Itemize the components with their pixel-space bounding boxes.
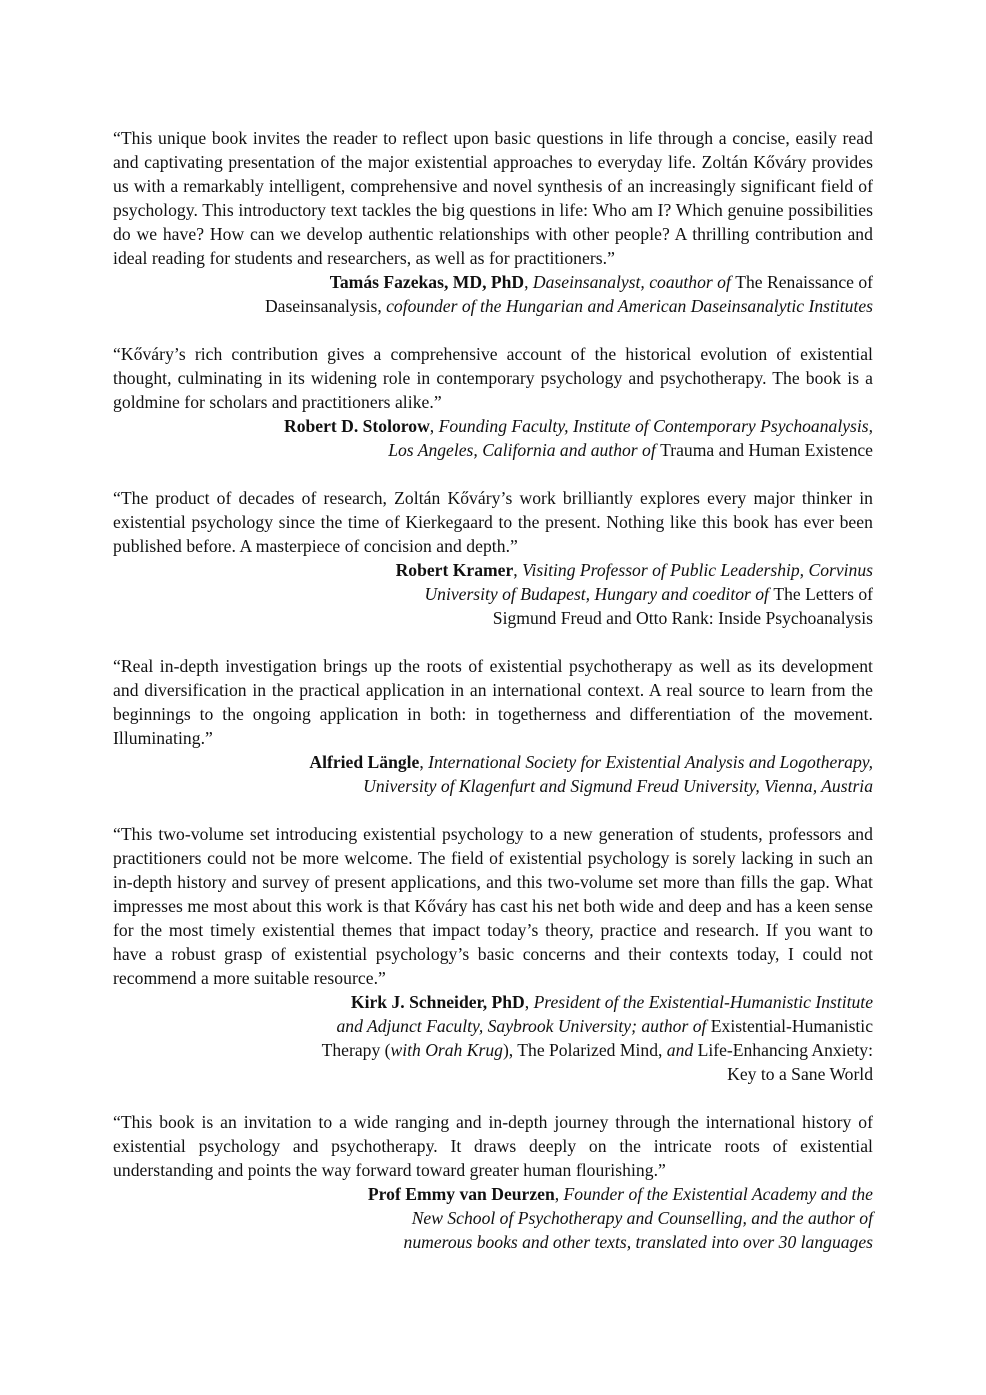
endorser-name: Robert Kramer: [395, 560, 514, 580]
endorser-credential-italic: International Society for Existential Analysis and Logotherapy,: [428, 752, 873, 772]
endorsement-attribution: [113, 414, 873, 462]
endorser-credential-text: ,: [429, 416, 439, 436]
endorser-credential-italic: Los Angeles, California and author of: [388, 440, 661, 460]
endorsement: [113, 654, 873, 798]
attribution-line: [113, 438, 873, 462]
endorsement-quote: “Kőváry’s rich contribution gives a comprehensive account of the historical evolution of existential thought, culminating in its widening role in contemporary psychology and psychotherapy. The book is a goldmine for scholars and practitioners alike.”: [113, 344, 873, 412]
attribution-line: [113, 606, 873, 630]
endorsement-quote: “This unique book invites the reader to reflect upon basic questions in life through a concise, easily read and captivating presentation of the major existential approaches to everyday life. Zoltán Kőváry provides us with a remarkably intelligent, comprehensive and novel synthesis of an increasingly significant field of psychology. This introductory text tackles the big questions in life: Who am I? Which genuine possibilities do we have? How can we develop authentic relationships with other people? A thrilling contribution and ideal reading for students and researchers, as well as for practitioners.”: [113, 128, 873, 268]
endorser-credential-italic: University of Budapest, Hungary and coeditor of: [424, 584, 774, 604]
endorser-name: Kirk J. Schneider, PhD: [350, 992, 525, 1012]
endorsement-attribution: [113, 1182, 873, 1254]
attribution-line: [113, 270, 873, 294]
endorser-credential-italic: Founding Faculty, Institute of Contemporary Psychoanalysis,: [438, 416, 873, 436]
endorsement-attribution: [113, 750, 873, 798]
endorser-credential-text: Daseinsanalysis,: [264, 296, 387, 316]
endorser-credential-text: ,: [554, 1184, 564, 1204]
endorsement: [113, 126, 873, 318]
endorser-credential-text: ,: [419, 752, 429, 772]
attribution-line: [113, 990, 873, 1014]
endorser-credential-italic: and Adjunct Faculty, Saybrook University; author of: [336, 1016, 711, 1036]
endorser-credential-text: ,: [513, 560, 523, 580]
endorsements-list: [113, 126, 873, 1278]
endorsement-quote: “The product of decades of research, Zoltán Kőváry’s work brilliantly explores every major thinker in existential psychology since the time of Kierkegaard to the present. Nothing like this book has ever been published before. A masterpiece of concision and depth.”: [113, 488, 873, 556]
attribution-line: [113, 294, 873, 318]
endorsement: [113, 342, 873, 462]
endorser-credential-italic: numerous books and other texts, translated into over 30 languages: [403, 1232, 873, 1252]
endorsement-attribution: [113, 270, 873, 318]
endorser-name: Robert D. Stolorow: [283, 416, 430, 436]
endorser-credential-italic: President of the Existential-Humanistic Institute: [533, 992, 873, 1012]
endorser-credential-text: The Letters of: [773, 584, 873, 604]
attribution-line: [113, 1230, 873, 1254]
endorsement-attribution: [113, 990, 873, 1086]
endorser-credential-text: ,: [524, 272, 533, 292]
endorsement-attribution: [113, 558, 873, 630]
endorser-name: Alfried Längle: [309, 752, 420, 772]
endorsement-quote: “Real in-depth investigation brings up the roots of existential psychotherapy as well as its development and diversification in the practical application in an international context. A real source to learn from the beginnings to the ongoing application in both: in togetherness and differentiation of the movement. Illuminating.”: [113, 656, 873, 748]
endorser-credential-italic: University of Klagenfurt and Sigmund Freud University, Vienna, Austria: [363, 776, 873, 796]
attribution-line: [113, 582, 873, 606]
endorsement-quote: “This book is an invitation to a wide ranging and in-depth journey through the international history of existential psychology and psychotherapy. It draws deeply on the intricate roots of existential understanding and points the way forward toward greater human flourishing.”: [113, 1112, 873, 1180]
endorser-credential-text: The Renaissance of: [735, 272, 873, 292]
endorser-name: Prof Emmy van Deurzen: [367, 1184, 555, 1204]
endorser-credential-italic: Daseinsanalyst, coauthor of: [532, 272, 736, 292]
attribution-line: [113, 1182, 873, 1206]
endorsement: [113, 1110, 873, 1254]
attribution-line: [113, 414, 873, 438]
attribution-line: [113, 1014, 873, 1038]
attribution-line: [113, 558, 873, 582]
endorser-credential-italic: Visiting Professor of Public Leadership, Corvinus: [522, 560, 873, 580]
endorser-credential-text: Sigmund Freud and Otto Rank: Inside Psychoanalysis: [492, 608, 873, 628]
attribution-line: [113, 1038, 873, 1062]
endorser-credential-italic: cofounder of the Hungarian and American Daseinsanalytic Institutes: [386, 296, 873, 316]
endorser-credential-text: Trauma and Human Existence: [660, 440, 873, 460]
endorser-credential-italic: New School of Psychotherapy and Counselling, and the author of: [411, 1208, 873, 1228]
attribution-line: [113, 1062, 873, 1086]
endorsement: [113, 486, 873, 630]
endorser-credential-text: ,: [524, 992, 534, 1012]
endorser-credential-text: Key to a Sane World: [727, 1064, 873, 1084]
attribution-line: [113, 1206, 873, 1230]
endorsement-quote: “This two-volume set introducing existential psychology to a new generation of students, professors and practitioners could not be more welcome. The field of existential psychology is sorely lacking in such an in-depth history and survey of present applications, and this two-volume set more than fills the gap. What impresses me most about this work is that Kőváry has cast his net both wide and deep and has a keen sense for the most timely existential themes that impact today’s theory, practice and research. If you want to have a robust grasp of existential psychology’s basic concerns and their contexts today, I could not recommend a more suitable resource.”: [113, 824, 873, 988]
attribution-line: [113, 774, 873, 798]
endorser-credential-text: ), The Polarized Mind,: [502, 1040, 667, 1060]
endorsement: [113, 822, 873, 1086]
attribution-line: [113, 750, 873, 774]
endorser-credential-italic: with Orah Krug: [390, 1040, 503, 1060]
endorser-credential-text: Existential-Humanistic: [710, 1016, 873, 1036]
endorser-credential-italic: Founder of the Existential Academy and the: [563, 1184, 873, 1204]
endorser-credential-text: Life-Enhancing Anxiety:: [697, 1040, 873, 1060]
endorser-credential-italic: and: [666, 1040, 698, 1060]
endorser-name: Tamás Fazekas, MD, PhD: [329, 272, 525, 292]
endorser-credential-text: Therapy (: [321, 1040, 391, 1060]
